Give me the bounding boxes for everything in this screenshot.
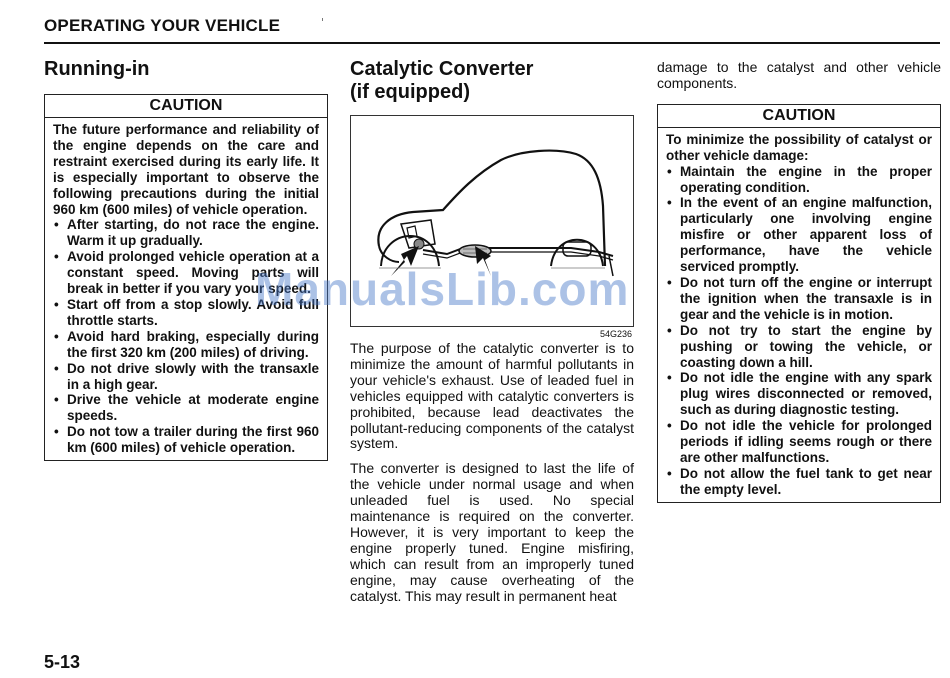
paragraph: The converter is designed to last the life of the vehicle under normal usage and when unleaded fuel is used. No special maintenance is required on the converter. However, it is very important to keep the engine properly tuned. Engine misfiring, which can result from an improperly tuned engine, may cause overheating of the catalyst. This may result in permanent heat (350, 460, 634, 604)
margin-mark (322, 18, 323, 21)
caution-item: • Do not turn off the engine or interrupt the ignition when the transaxle is in gear and the vehicle is in motion. (666, 275, 932, 323)
paragraph-continued: damage to the catalyst and other vehicle components. (657, 59, 941, 91)
paragraph: The purpose of the catalytic converter is to minimize the amount of harmful pollutants in your vehicle's exhaust. Use of leaded fuel in vehicles equipped with catalytic converters is prohibited, because lead deactivates the pollutant-reducing components of the catalyst system. (350, 340, 634, 452)
caution-body (658, 128, 940, 502)
watermark: ManualsLib.com (255, 263, 630, 315)
caution-item: • In the event of an engine malfunction, particularly one involving engine misfire or other apparent loss of performance, have the vehicle serviced promptly. (666, 195, 932, 275)
caution-item: • Do not idle the engine with any spark plug wires disconnected or removed, such as during diagnostic testing. (666, 370, 932, 418)
caution-item: • Drive the vehicle at moderate engine speeds. (53, 392, 319, 424)
caution-list (53, 217, 319, 456)
catalytic-converter-figure (350, 115, 634, 327)
caution-item: • Start off from a stop slowly. Avoid full throttle starts. (53, 297, 319, 329)
caution-list (666, 164, 932, 498)
caution-title: CAUTION (658, 105, 940, 128)
header-rule (44, 42, 940, 44)
caution-intro: The future performance and reliability of the engine depends on the care and restraint exercised during its early life. It is especially important to observe the following precautions during the initial 960 km (600 miles) of vehicle operation. (53, 122, 319, 217)
caution-item: • Do not allow the fuel tank to get near the empty level. (666, 466, 932, 498)
caution-intro: To minimize the possibility of catalyst or other vehicle damage: (666, 131, 932, 163)
caution-title: CAUTION (45, 95, 327, 118)
page-header: OPERATING YOUR VEHICLE (44, 16, 281, 35)
caution-item: • Do not try to start the engine by pushing or towing the vehicle, or coasting down a hill. (666, 323, 932, 371)
caution-item: • Do not idle the vehicle for prolonged periods if idling seems rough or there are other malfunctions. (666, 418, 932, 466)
caution-item: • Avoid hard braking, especially during the first 320 km (200 miles) of driving. (53, 329, 319, 361)
figure-label: 54G236 (599, 329, 632, 339)
caution-item: • Avoid prolonged vehicle operation at a constant speed. Moving parts will break in better if you vary your speed. (53, 249, 319, 297)
catalytic-caution-box (657, 104, 941, 503)
catalytic-section (350, 58, 634, 605)
caution-item: • Do not drive slowly with the transaxle in a high gear. (53, 361, 319, 393)
page-number: 5-13 (44, 652, 81, 672)
running-in-heading: Running-in (44, 58, 150, 80)
caution-item: • After starting, do not race the engine. Warm it up gradually. (53, 217, 319, 249)
running-in-section (44, 58, 328, 461)
caution-body (45, 118, 327, 460)
catalytic-heading-line2: (if equipped) (350, 81, 470, 103)
running-in-caution-box (44, 94, 328, 461)
vehicle-diagram (351, 116, 633, 326)
caution-item: • Do not tow a trailer during the first 960 km (600 miles) of vehicle operation. (53, 424, 319, 456)
caution-item: • Maintain the engine in the proper operating condition. (666, 164, 932, 196)
catalytic-heading-line1: Catalytic Converter (350, 58, 534, 80)
catalytic-continued (657, 60, 941, 503)
catalytic-heading (350, 58, 634, 104)
